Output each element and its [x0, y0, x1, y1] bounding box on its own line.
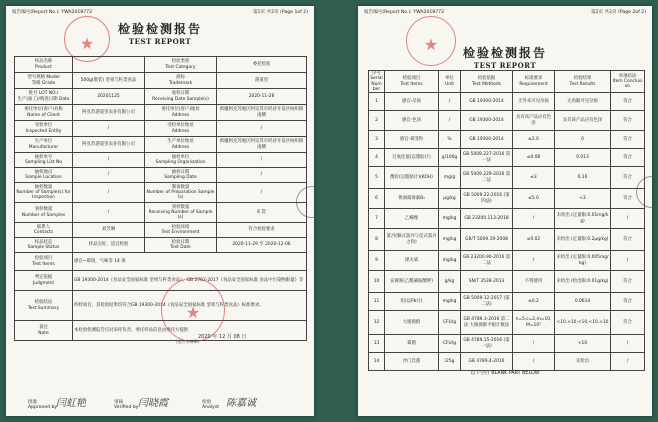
field-label: 样品名称 Product	[15, 57, 73, 73]
table-cell: 6	[369, 189, 385, 209]
field-label: 抽样地点 Sample Location	[15, 168, 73, 183]
blank-part-note: 以下空白 BLANK PART BELOW	[470, 371, 540, 376]
table-cell: mg/kg	[439, 229, 461, 251]
table-cell: 具有该产品应有色泽	[513, 111, 555, 131]
table-cell: 霉菌	[385, 335, 439, 353]
field-value: /	[73, 168, 145, 183]
field-label: 判定依据 Judgment	[15, 271, 73, 291]
info-row	[15, 121, 307, 137]
table-cell: GB 5009.22-2016 (第四法)	[461, 189, 513, 209]
table-row	[369, 335, 645, 353]
column-header: 检验结果 Test Results	[555, 71, 611, 93]
field-label: 检验项目 Test Items	[15, 253, 73, 271]
field-value: /	[217, 153, 307, 168]
field-label: 型号规格 Model 等级 Grade	[15, 73, 73, 89]
table-cell: GB 19300-2014	[461, 131, 513, 149]
table-cell: 乙螨唑	[385, 209, 439, 229]
table-cell: 具有该产品应有色泽	[555, 111, 611, 131]
table-cell: 感官-霉变粒	[385, 131, 439, 149]
table-cell: 4	[369, 149, 385, 167]
analyst-label: 检验 Analyst	[202, 400, 220, 410]
table-cell: 感官-杂质	[385, 93, 439, 111]
table-cell: ≤2.0	[513, 131, 555, 149]
table-cell: 未检出 (定量限:0.005mg/kg)	[555, 251, 611, 271]
info-row	[15, 137, 307, 153]
table-cell: 沙门氏菌	[385, 353, 439, 371]
table-cell: 符合	[611, 271, 645, 293]
title-zh: 检验检测报告	[462, 46, 547, 60]
table-cell: 氯丹(顺式氯丹与反式氯丹之和)	[385, 229, 439, 251]
field-value: /	[73, 183, 145, 203]
field-value	[73, 57, 145, 73]
page-indicator: 第1页 共2页 (Page 1of 2)	[252, 10, 308, 15]
seal-caption: (报告专用章)	[176, 339, 200, 344]
table-cell: GB 19300-2014	[461, 111, 513, 131]
table-cell: GB 23200.90-2016 第二法	[461, 251, 513, 271]
table-cell: /25g	[439, 353, 461, 371]
table-cell: /	[611, 251, 645, 271]
column-header: 标准要求 Requirement	[513, 71, 555, 93]
field-label: 到样数量 Receiving Number of Sample(s)	[145, 203, 217, 223]
table-cell: 酸价(以脂肪计)(KOH)	[385, 167, 439, 189]
table-cell: 8	[369, 229, 385, 251]
info-row	[15, 153, 307, 168]
field-label: 检验结论 Test Summary	[15, 291, 73, 321]
table-cell: CFU/g	[439, 311, 461, 335]
field-value: GB 19300-2014《食品安全国家标准 坚果与籽类食品》、GB 2762-2017《食品安全国家标准 食品中污染物限量》等	[73, 271, 307, 291]
info-row	[15, 73, 307, 89]
field-label: 备注 Note	[15, 321, 73, 341]
red-seal-center: ★	[161, 278, 225, 342]
table-cell: <10	[555, 335, 611, 353]
table-cell: 9	[369, 251, 385, 271]
table-row	[369, 293, 645, 311]
verified-label: 审核 Verified by	[114, 400, 139, 410]
table-cell: 未检出 (定量限:0.2μg/kg)	[555, 229, 611, 251]
table-cell: mg/kg	[439, 251, 461, 271]
table-row	[369, 251, 645, 271]
field-label: 检验类别 Test Category	[145, 57, 217, 73]
table-cell: g/100g	[439, 149, 461, 167]
table-cell: GB 4789.4-2016	[461, 353, 513, 371]
table-cell: 0.0614	[555, 293, 611, 311]
field-label: 抽样数量 Number of Sample(s) for Inspection	[15, 183, 73, 203]
table-cell: 符合	[611, 311, 645, 335]
table-row	[369, 189, 645, 209]
report-title	[358, 44, 652, 70]
report-number: 报告编号(Report No.): YWA2018772	[12, 10, 92, 15]
table-cell: 2	[369, 111, 385, 131]
field-value: 样品完好，适宜检验	[73, 238, 145, 253]
table-cell: <3	[555, 189, 611, 209]
table-cell: 不得使用	[513, 271, 555, 293]
table-row	[369, 209, 645, 229]
table-cell: /	[439, 93, 461, 111]
field-value: 6 袋	[217, 203, 307, 223]
table-cell: 符合	[611, 229, 645, 251]
table-cell: /	[513, 209, 555, 229]
field-value: 委托检验	[217, 57, 307, 73]
field-label: 抽样单号 Sampling List No	[15, 153, 73, 168]
column-header: 单位 Unit	[439, 71, 461, 93]
table-cell: 5	[369, 167, 385, 189]
table-row	[369, 131, 645, 149]
table-cell: mg/g	[439, 167, 461, 189]
table-cell: 涕灭威	[385, 251, 439, 271]
table-cell: 未检出	[555, 353, 611, 371]
field-label: 联系人 Contacts	[15, 223, 73, 238]
table-cell: GB 19300-2014	[461, 93, 513, 111]
field-label: 检验日期 Test Date	[145, 238, 217, 253]
approved-label: 批准 Approved by	[28, 400, 58, 410]
table-cell: ≤0.2	[513, 293, 555, 311]
info-row	[15, 57, 307, 73]
field-value: /	[73, 203, 145, 223]
table-cell: 10	[369, 271, 385, 293]
info-row	[15, 203, 307, 223]
table-row	[369, 311, 645, 335]
header-row	[369, 71, 645, 93]
table-cell: 0	[555, 131, 611, 149]
field-value: /	[73, 153, 145, 168]
column-header: 检验项目 Test Items	[385, 71, 439, 93]
field-value: 新疆阿克苏地区阿克苏市经济开发区纺织路南侧	[217, 137, 307, 153]
column-header: 检验依据 Test Methods	[461, 71, 513, 93]
field-label: 受检单位地址 Address	[145, 121, 217, 137]
table-cell: 无肉眼可见杂质	[555, 93, 611, 111]
table-cell: mg/kg	[439, 293, 461, 311]
table-cell: /	[611, 353, 645, 371]
table-cell: 无外来可见杂质	[513, 93, 555, 111]
table-cell: 未检出 (定量限:0.01mg/kg)	[555, 209, 611, 229]
info-row	[15, 105, 307, 121]
table-cell: ≤5.0	[513, 189, 555, 209]
field-label: 抽样日期 Sampling Date	[145, 168, 217, 183]
field-value: /	[217, 168, 307, 183]
table-cell: 0.013	[555, 149, 611, 167]
title-en: TEST REPORT	[473, 61, 537, 70]
info-row	[15, 168, 307, 183]
field-label: 抽样单位 Sampling Organization	[145, 153, 217, 168]
table-cell: n=5,c=2,m=10, M=10²	[513, 311, 555, 335]
field-label: 生产单位地址 Address	[145, 137, 217, 153]
table-cell: GB 5009.12-2017 (第二法)	[461, 293, 513, 311]
table-cell: 铅(以Pb计)	[385, 293, 439, 311]
info-row	[15, 89, 307, 105]
table-cell: /	[513, 251, 555, 271]
field-label: 委托单位(客户)地址 Address	[145, 105, 217, 121]
table-cell: 符合	[611, 293, 645, 311]
table-cell: GB/T 5009.19-2008	[461, 229, 513, 251]
table-cell: ≤0.08	[513, 149, 555, 167]
table-cell: 大肠菌群	[385, 311, 439, 335]
column-header: 单项结论 Item Conclusion	[611, 71, 645, 93]
table-cell: 13	[369, 335, 385, 353]
field-label: 收样日期 Receiving Date Sample(s)	[145, 89, 217, 105]
table-cell: <10,<10,<10,<10,<10	[555, 311, 611, 335]
field-value: 阿克苏游道里农业有限公司	[73, 137, 145, 153]
field-value: 所检项目，其检验结果均符合GB 19300-2014《食品安全国家标准 坚果与籽类食品》标准要求。	[73, 291, 307, 321]
table-cell: SN/T 3538-2013	[461, 271, 513, 293]
table-cell: mg/kg	[439, 209, 461, 229]
info-table	[14, 56, 307, 341]
table-cell: 安赛蜜(乙酰磺胺酸钾)	[385, 271, 439, 293]
table-row	[369, 167, 645, 189]
field-label: 样品状态 Sample Status	[15, 238, 73, 253]
table-row	[369, 111, 645, 131]
report-title	[6, 20, 314, 46]
field-value: 游道里	[217, 73, 307, 89]
red-seal-top: ★	[406, 16, 456, 66]
table-cell: 符合	[611, 93, 645, 111]
info-row	[15, 321, 307, 341]
table-cell: %	[439, 131, 461, 149]
table-cell: /	[513, 353, 555, 371]
field-value: 500g(散装) 坚果与籽类食品	[73, 73, 145, 89]
info-row	[15, 223, 307, 238]
table-cell: 未检出 (检出限:0.01g/kg)	[555, 271, 611, 293]
table-cell: GB 5009.227-2016 第一法	[461, 149, 513, 167]
field-label: 商标 Trademark	[145, 73, 217, 89]
table-cell: 符合	[611, 189, 645, 209]
column-header: 序号 Serial Number	[370, 71, 383, 92]
table-cell: /	[611, 209, 645, 229]
field-value: 阿克苏游道里农业有限公司	[73, 105, 145, 121]
field-label: 批号 LOT NO./ 生产(加工)/购进日期 Date	[15, 89, 73, 105]
table-cell: CFU/g	[439, 335, 461, 353]
table-row	[369, 229, 645, 251]
table-cell: 7	[369, 209, 385, 229]
field-value: 本检验检测报告仅对来样负责，委托样品信息由委托方提供	[73, 321, 307, 341]
title-en: TEST REPORT	[128, 37, 192, 46]
field-value: 感官~霉斑，气味等 14 项	[73, 253, 307, 271]
analyst-signature: 陈嘉诚	[226, 398, 256, 409]
verifier-signature: 闫晓霞	[138, 398, 168, 409]
field-label: 委托单位(客户)名称 Name of Client	[15, 105, 73, 121]
red-seal-top: ★	[64, 16, 110, 62]
info-row	[15, 183, 307, 203]
seal-date: 2020 年 12 月 08 日	[198, 334, 247, 340]
table-cell: 符合	[611, 149, 645, 167]
report-page-2	[358, 6, 652, 416]
table-cell: ≤0.02	[513, 229, 555, 251]
table-cell: GB 23200.113-2018	[461, 209, 513, 229]
table-cell: ≤3	[513, 167, 555, 189]
table-cell: g/kg	[439, 271, 461, 293]
info-row	[15, 271, 307, 291]
report-page-1	[6, 6, 314, 416]
table-cell: 过氧化值(以脂肪计)	[385, 149, 439, 167]
table-cell: 符合	[611, 111, 645, 131]
table-cell: 14	[369, 353, 385, 371]
report-number: 报告编号(Report No.): YWA2018772	[364, 10, 444, 15]
table-cell: μg/kg	[439, 189, 461, 209]
field-value: 符合检验要求	[217, 223, 307, 238]
table-cell: 符合	[611, 167, 645, 189]
table-cell: 感官-色泽	[385, 111, 439, 131]
field-value: 2020-11-28	[217, 89, 307, 105]
info-row	[15, 238, 307, 253]
field-label: 检验环境 Test Environment	[145, 223, 217, 238]
title-zh: 检验检测报告	[117, 22, 202, 36]
field-value: 2020-11-29 至 2020-12-06	[217, 238, 307, 253]
approver-signature: 闫虹艳	[56, 398, 86, 409]
field-value: 新疆阿克苏地区阿克苏市经济开发区纺织路南侧	[217, 105, 307, 121]
table-cell: GB 4789.3-2016 第二法 大肠菌群平板计数法	[461, 311, 513, 335]
table-cell: 符合	[611, 131, 645, 149]
table-row	[369, 149, 645, 167]
table-row	[369, 93, 645, 111]
field-label: 到样数量 Number of Samples	[15, 203, 73, 223]
table-row	[369, 353, 645, 371]
field-label: 生产单位 Manufacturer	[15, 137, 73, 153]
table-cell: /	[611, 335, 645, 353]
results-table	[368, 70, 645, 371]
table-cell: 12	[369, 311, 385, 335]
field-value: 刘芳琳	[73, 223, 145, 238]
field-value: /	[217, 183, 307, 203]
field-label: 受检单位 Inspected Entity	[15, 121, 73, 137]
info-row	[15, 253, 307, 271]
table-cell: GB 5009.229-2016 第二法	[461, 167, 513, 189]
field-label: 制备数量 Number of Preparation Sample(s)	[145, 183, 217, 203]
field-value: /	[217, 121, 307, 137]
page-indicator: 第2页 共2页 (Page 2of 2)	[590, 10, 646, 15]
table-cell: 黄曲霉毒素B₁	[385, 189, 439, 209]
table-cell: 1	[369, 93, 385, 111]
field-value: 20201125	[73, 89, 145, 105]
table-row	[369, 271, 645, 293]
table-cell: 0.16	[555, 167, 611, 189]
table-cell: /	[513, 335, 555, 353]
table-cell: /	[439, 111, 461, 131]
table-cell: 11	[369, 293, 385, 311]
table-cell: 3	[369, 131, 385, 149]
field-value: /	[73, 121, 145, 137]
table-cell: GB 4789.15-2016 (第一法)	[461, 335, 513, 353]
